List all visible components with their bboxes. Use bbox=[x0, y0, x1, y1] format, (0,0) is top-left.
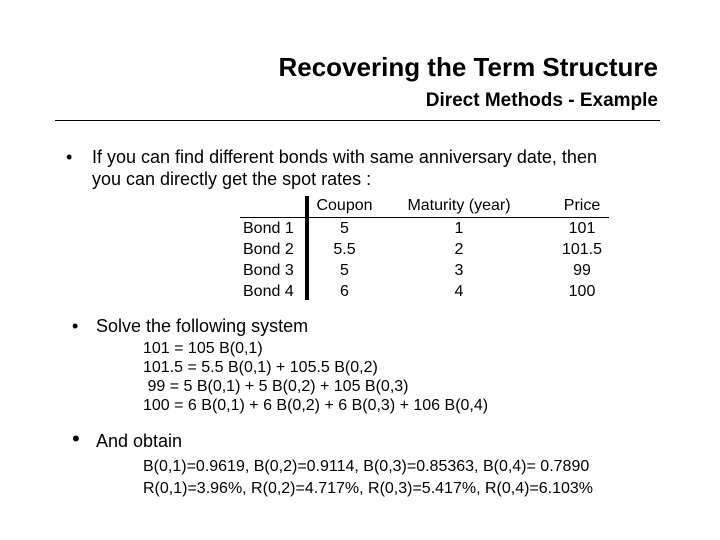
cell-coupon: 5 bbox=[340, 262, 349, 279]
cell-price: 99 bbox=[573, 262, 591, 279]
header-price: Price bbox=[563, 197, 601, 214]
equation-line: 99 = 5 B(0,1) + 5 B(0,2) + 105 B(0,3) bbox=[143, 378, 409, 395]
result-line: R(0,1)=3.96%, R(0,2)=4.717%, R(0,3)=5.417%, R(0,4)=6.103% bbox=[143, 480, 594, 497]
row-label: Bond 4 bbox=[243, 283, 294, 300]
bullet-solve-text: Solve the following system bbox=[96, 316, 309, 336]
slide-title: Recovering the Term Structure bbox=[278, 52, 658, 82]
cell-maturity: 2 bbox=[454, 241, 464, 258]
cell-price: 100 bbox=[568, 283, 596, 300]
bullet-intro-line1: If you can find different bonds with same anniversary date, then bbox=[92, 147, 597, 167]
bullet-icon: • bbox=[72, 316, 79, 336]
cell-price: 101.5 bbox=[561, 241, 603, 258]
row-label: Bond 1 bbox=[243, 220, 294, 237]
equation-list bbox=[143, 339, 488, 415]
cell-price: 101 bbox=[568, 220, 596, 237]
cell-maturity: 4 bbox=[454, 283, 464, 300]
bullet-icon: • bbox=[72, 426, 80, 451]
slide-subtitle: Direct Methods - Example bbox=[425, 90, 658, 111]
header-coupon: Coupon bbox=[316, 197, 373, 214]
cell-maturity: 1 bbox=[454, 220, 464, 237]
bullet-icon: • bbox=[66, 147, 73, 167]
row-label: Bond 3 bbox=[243, 262, 294, 279]
header-maturity: Maturity (year) bbox=[407, 197, 511, 214]
cell-maturity: 3 bbox=[454, 262, 464, 279]
result-list bbox=[143, 456, 593, 500]
bullet-intro-line2: you can directly get the spot rates : bbox=[92, 169, 372, 189]
equation-line: 100 = 6 B(0,1) + 6 B(0,2) + 6 B(0,3) + 106 B(0,4) bbox=[143, 397, 489, 414]
row-label: Bond 2 bbox=[243, 241, 294, 258]
cell-coupon: 5 bbox=[340, 220, 349, 237]
table-vertical-rule bbox=[305, 196, 309, 300]
equation-line: 101 = 105 B(0,1) bbox=[143, 340, 263, 357]
equation-line: 101.5 = 5.5 B(0,1) + 105.5 B(0,2) bbox=[143, 359, 378, 376]
bullet-obtain-text: And obtain bbox=[96, 431, 183, 451]
result-line: B(0,1)=0.9619, B(0,2)=0.9114, B(0,3)=0.85363, B(0,4)= 0.7890 bbox=[143, 458, 590, 475]
cell-coupon: 6 bbox=[340, 283, 349, 300]
cell-coupon: 5.5 bbox=[333, 241, 356, 258]
